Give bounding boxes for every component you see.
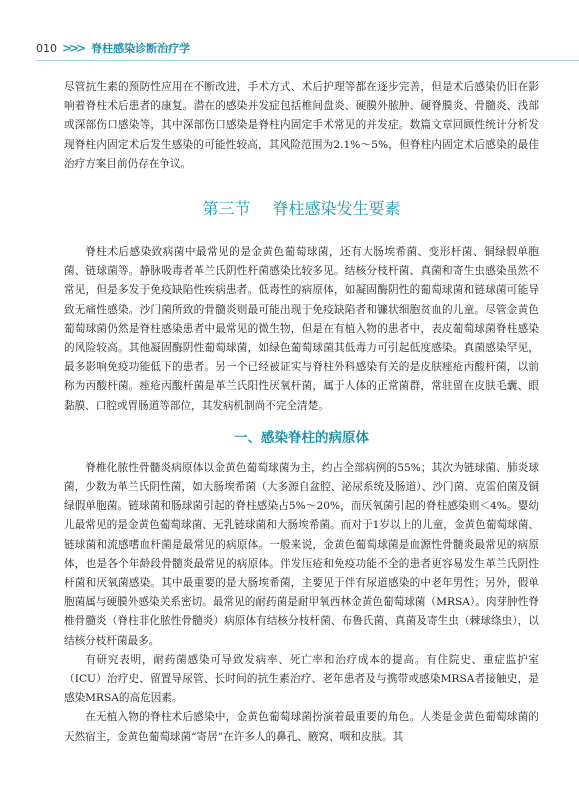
paragraph: 脊椎化脓性骨髓炎病原体以金黄色葡萄球菌为主，约占全部病例的55%；其次为链球菌、肺炎球菌，少数为革兰氏阴性菌，如大肠埃希菌（大多源自盆腔、泌尿系统及肠道）、沙门菌、克雷伯菌及铜绿假单胞菌。链球菌和肠球菌引起的脊柱感染占5%～20%，而厌氧菌引起的脊柱感染则＜4%。婴幼儿最常见的是金黄色葡萄球菌、无乳链球菌和大肠埃希菌。而对于1岁以上的儿童，金黄色葡萄球菌、链球菌和流感嗜血杆菌是最常见的病原体。一般来说，金黄色葡萄球菌是血源性骨髓炎最常见的病原体，也是各个年龄段骨髓炎最常见的病原体。伴发压疮和免疫功能不全的患者更容易发生革兰氏阴性杆菌和厌氧菌感染。其中最重要的是大肠埃希菌，主要见于伴有尿道感染的中老年男性；另外，假单胞菌属与硬膜外感染关系密切。最常见的耐药菌是耐甲氧西林金黄色葡萄球菌（MRSA）。肉芽肿性脊椎骨髓炎（脊柱非化脓性骨髓炎）病原体有结核分枝杆菌、布鲁氏菌、真菌及寄生虫（棘球绦虫），以结核分枝杆菌最多。 bbox=[64, 461, 539, 647]
book-title: 脊柱感染诊断治疗学 bbox=[91, 42, 191, 55]
section-heading bbox=[64, 196, 539, 219]
paragraph: 尽管抗生素的预防性应用在不断改进，手术方式、术后护理等都在逐步完善，但是术后感染仍旧在影响着脊柱术后患者的康复。潜在的感染并发症包括椎间盘炎、硬膜外脓肿、硬脊膜炎、骨髓炎、浅部或深部伤口感染等，其中深部伤口感染是脊柱内固定手术常见的并发症。数篇文章回顾性统计分析发现脊柱内固定术后发生感染的可能性较高，其风险范围为2.1%～5%，但脊柱内固定术后感染的最佳治疗方案目前仍存在争议。 bbox=[64, 81, 539, 170]
paragraph: 在无植入物的脊柱术后感染中，金黄色葡萄球菌扮演着最重要的角色。人类是金黄色葡萄球菌的天然宿主，金黄色葡萄球菌“寄居”在许多人的鼻孔、腋窝、咽和皮肤。其 bbox=[64, 711, 539, 743]
page-header bbox=[36, 40, 190, 56]
paragraph: 脊柱术后感染致病菌中最常见的是金黄色葡萄球菌，还有大肠埃希菌、变形杆菌、铜绿假单胞菌、链球菌等。静脉吸毒者革兰氏阴性杆菌感染比较多见。结核分枝杆菌、真菌和寄生虫感染虽然不常见，但是多发于免疫缺陷性疾病患者。低毒性的病原体，如凝固酶阴性的葡萄球菌和链球菌可能导致无痛性感染。沙门菌所致的骨髓炎则最可能出现于免疫缺陷者和镰状细胞贫血的儿童。尽管金黄色葡萄球菌仍然是脊柱感染患者中最常见的微生物，但是在有植入物的患者中，表皮葡萄球菌脊柱感染的风险较高。其他凝固酶阴性葡萄球菌，如绿色葡萄球菌其低毒力可引起低度感染。真菌感染罕见，最多影响免疫功能低下的患者。另一个已经被证实与脊柱外科感染有关的是皮肤痤疮丙酸杆菌，以前称为丙酸杆菌。痤疮丙酸杆菌是革兰氏阳性厌氧杆菌，属于人体的正常菌群，常驻留在皮肤毛囊、眼黏膜、口腔或胃肠道等部位，其发病机制尚不完全清楚。 bbox=[64, 246, 539, 412]
section-number: 第三节 bbox=[202, 199, 251, 219]
page-body bbox=[64, 78, 539, 747]
paragraph: 有研究表明，耐药菌感染可导致发病率、死亡率和治疗成本的提高。有住院史、重症监护室（ICU）治疗史、留置导尿管、长时间的抗生素治疗、老年患者及与携带或感染MRSA者接触史，是感染MRSA的高危因素。 bbox=[64, 653, 539, 705]
page-number: 010 bbox=[36, 41, 57, 55]
arrow-icon: >>> bbox=[62, 41, 84, 55]
section-title: 脊柱感染发生要素 bbox=[272, 199, 401, 219]
header-divider bbox=[36, 60, 579, 61]
subsection-heading: 一、感染脊柱的病原体 bbox=[234, 429, 369, 446]
